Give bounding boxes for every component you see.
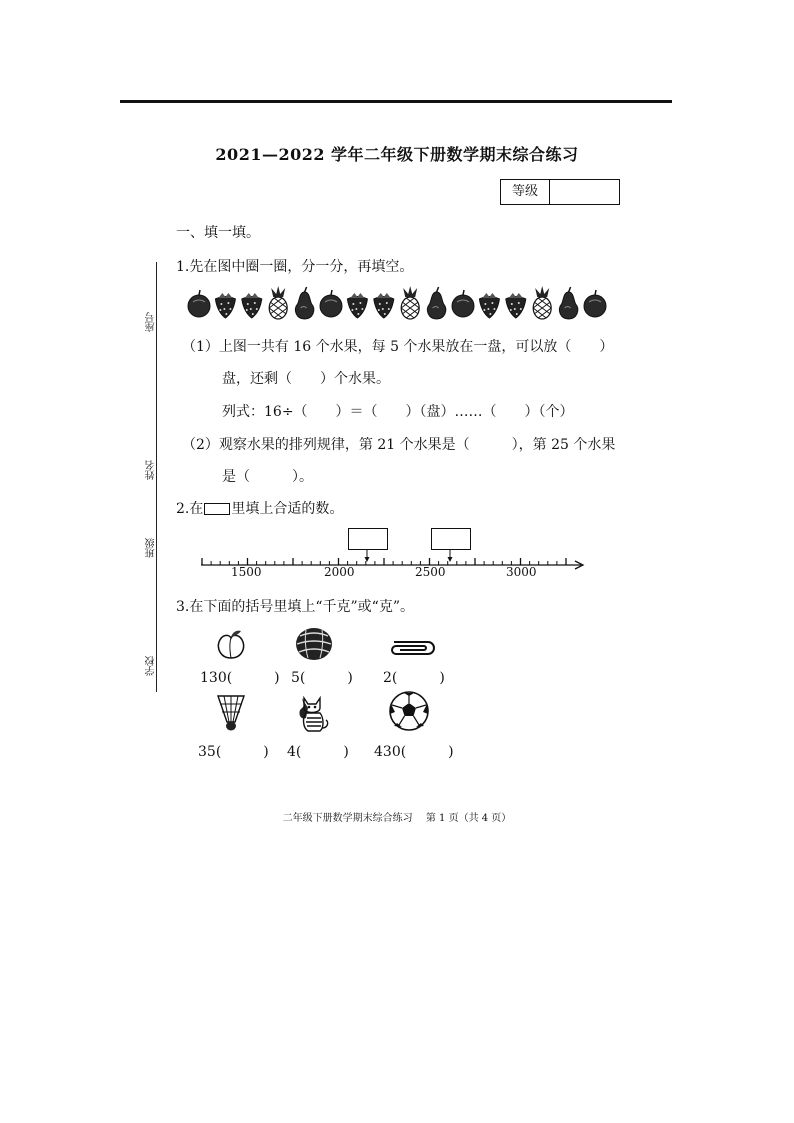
q2-prompt-after: 里填上合适的数。 — [231, 501, 344, 517]
cat-icon — [294, 694, 330, 734]
margin-label-seat: 座号 — [146, 312, 157, 332]
margin-label-school: 学校 — [146, 656, 157, 676]
page-title: 2021—2022 学年二年级下册数学期末综合练习 — [215, 145, 579, 164]
pointer-arrowhead-1 — [365, 557, 370, 562]
pear-icon — [295, 287, 313, 319]
margin-label-name: 姓名 — [146, 460, 157, 480]
apple-icon — [188, 290, 210, 317]
q1-part1-line2: 盘，还剩（ ）个水果。 — [222, 371, 390, 387]
pineapple-icon — [269, 286, 287, 319]
pear-icon — [559, 287, 577, 319]
answer-box-icon — [204, 503, 230, 515]
strawberry-icon — [215, 293, 235, 318]
q1-part2-line1: （2）观察水果的排列规律，第 21 个水果是（ ），第 25 个水果 — [182, 437, 616, 453]
pineapple-icon — [533, 286, 551, 319]
q2-prompt — [176, 498, 343, 518]
page-footer: 二年级下册数学期末综合练习 第 1 页（共 4 页） — [282, 813, 512, 824]
grade-box — [500, 179, 620, 205]
shuttlecock-icon — [216, 694, 246, 732]
pear-icon — [427, 287, 445, 319]
q2-prompt-before: 2.在 — [176, 501, 204, 517]
fruit-row — [186, 286, 610, 320]
strawberry-icon — [242, 293, 262, 318]
number-line — [195, 524, 595, 586]
strawberry-icon — [374, 293, 394, 318]
q3-prompt: 3.在下面的括号里填上“千克”或“克”。 — [176, 599, 414, 615]
peach-icon — [214, 628, 248, 660]
number-line-answer-box-2[interactable] — [431, 528, 471, 550]
paperclip-icon — [386, 640, 436, 656]
tick-label-1500: 1500 — [231, 565, 262, 579]
q3-item-shuttlecock: 35( ) — [198, 744, 269, 760]
q1-part2-line2: 是（ ）。 — [222, 469, 313, 485]
q3-item-watermelon: 5( ) — [291, 670, 353, 686]
tick-label-3000: 3000 — [506, 565, 537, 579]
q1-formula: 列式：16÷（ ）＝（ ）（盘）……（ ）（个） — [222, 404, 574, 420]
strawberry-icon — [479, 293, 499, 318]
tick-label-2500: 2500 — [415, 565, 446, 579]
apple-icon — [584, 290, 606, 317]
number-line-answer-box-1[interactable] — [348, 528, 388, 550]
top-rule — [120, 100, 672, 103]
pineapple-icon — [401, 286, 419, 319]
section-heading: 一、填一填。 — [176, 225, 260, 241]
q3-item-peach: 130( ) — [200, 670, 280, 686]
watermelon-icon — [294, 626, 334, 662]
apple-icon — [320, 290, 342, 317]
q1-part1-line1: （1）上图一共有 16 个水果，每 5 个水果放在一盘，可以放（ ） — [182, 339, 614, 355]
soccer-ball-icon — [388, 690, 430, 732]
q1-prompt: 1.先在图中圈一圈，分一分，再填空。 — [176, 259, 414, 275]
strawberry-icon — [506, 293, 526, 318]
q3-item-paperclip: 2( ) — [383, 670, 445, 686]
margin-label-class: 班级 — [146, 538, 157, 558]
grade-field[interactable] — [550, 180, 619, 204]
q3-item-cat: 4( ) — [287, 744, 349, 760]
pointer-arrowhead-2 — [448, 557, 453, 562]
grade-label: 等级 — [501, 180, 550, 204]
tick-label-2000: 2000 — [324, 565, 355, 579]
q3-item-soccer-ball: 430( ) — [374, 744, 454, 760]
apple-icon — [452, 290, 474, 317]
strawberry-icon — [347, 293, 367, 318]
